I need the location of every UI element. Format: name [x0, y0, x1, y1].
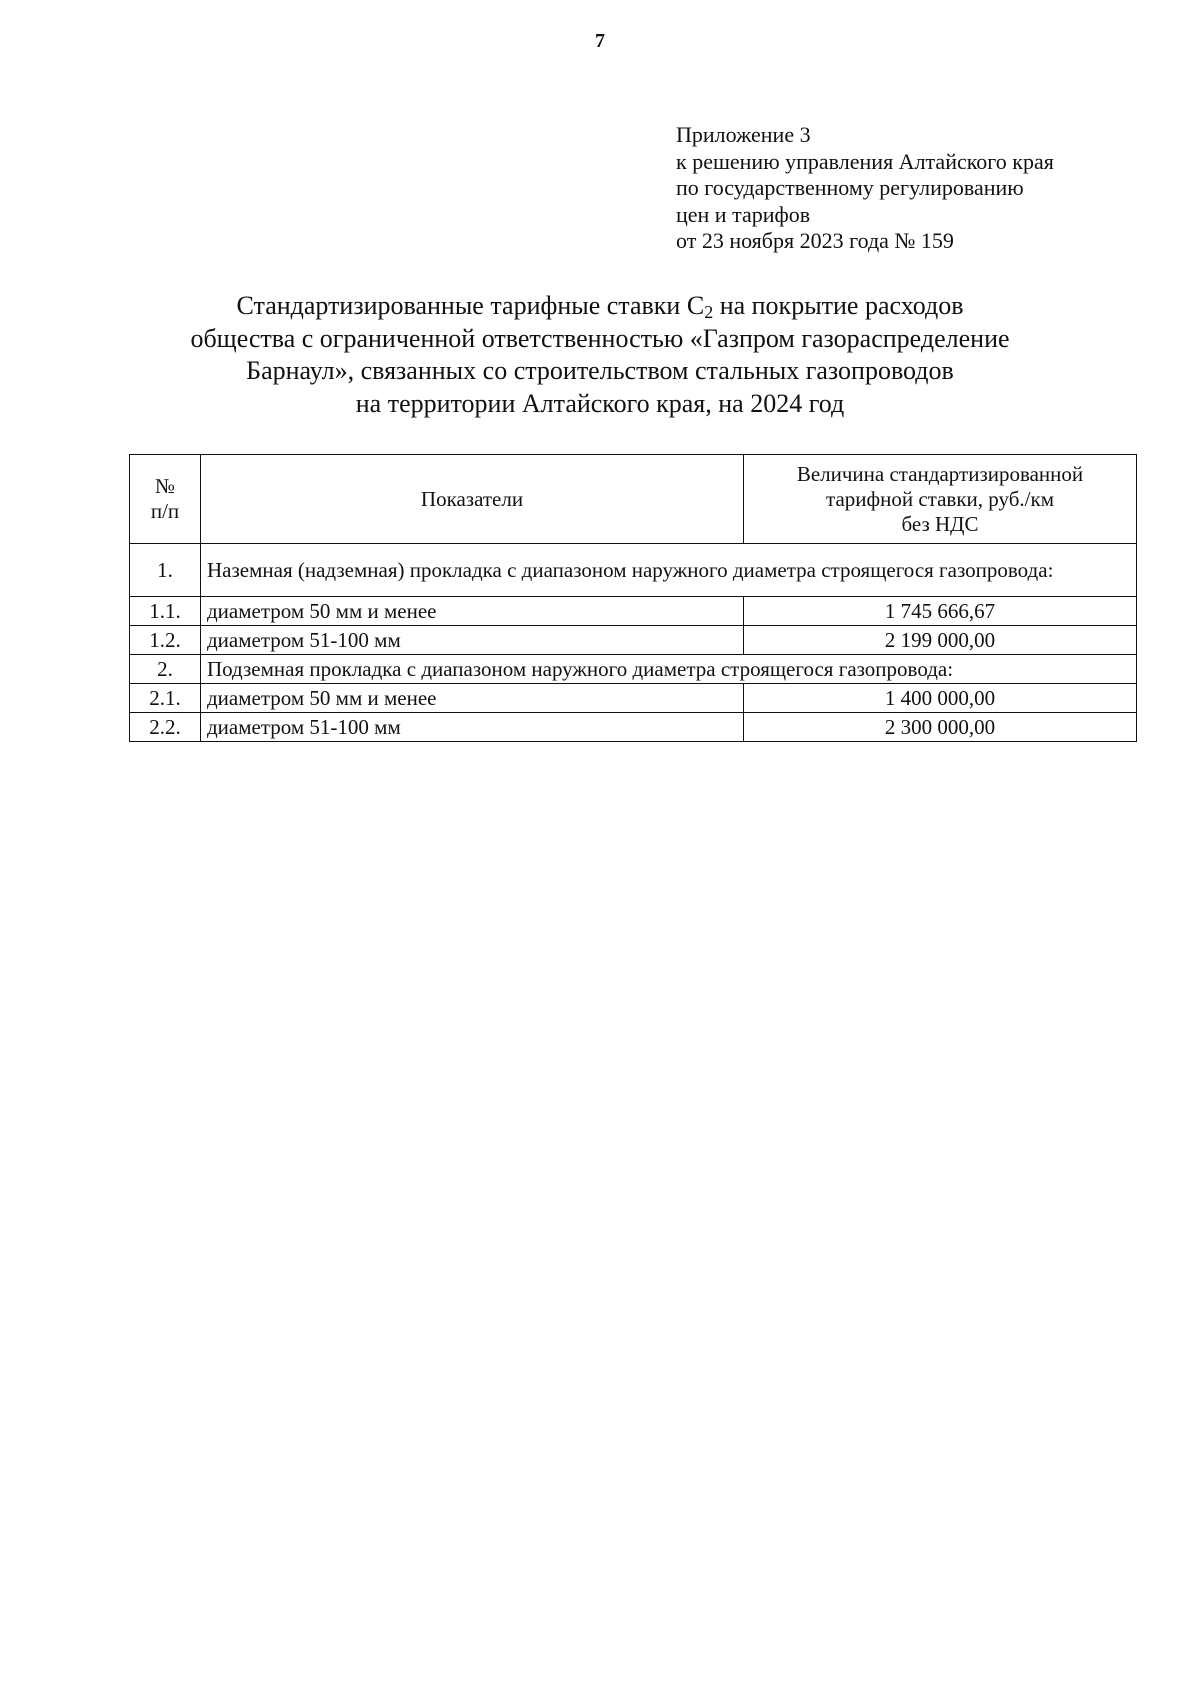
appendix-block — [676, 122, 1054, 255]
row-number: 2.2. — [130, 713, 201, 742]
appendix-line: по государственному регулированию — [676, 175, 1024, 200]
table-row — [130, 713, 1137, 742]
header-value-line: Величина стандартизированной — [796, 461, 1084, 486]
row-value: 2 199 000,00 — [744, 626, 1137, 655]
row-number: 2.1. — [130, 684, 201, 713]
title-line-4: на территории Алтайского края, на 2024 год — [355, 388, 845, 418]
table-header-row — [130, 455, 1137, 544]
row-section-text: Наземная (надземная) прокладка с диапазоном наружного диаметра строящегося газопровода: — [201, 544, 1137, 597]
row-section-text: Подземная прокладка с диапазоном наружного диаметра строящегося газопровода: — [201, 655, 1137, 684]
row-number: 2. — [130, 655, 201, 684]
page-number: 7 — [595, 30, 605, 52]
title-line-1 — [0, 290, 1200, 323]
header-indicator: Показатели — [201, 455, 744, 544]
header-number-line: № — [154, 474, 176, 498]
appendix-line: Приложение 3 — [676, 122, 811, 147]
title-line-1-end: на покрытие расходов — [713, 291, 964, 320]
row-indicator: диаметром 50 мм и менее — [201, 684, 744, 713]
row-number: 1. — [130, 544, 201, 597]
table-row — [130, 626, 1137, 655]
appendix-line: к решению управления Алтайского края — [676, 148, 1054, 174]
appendix-line: цен и тарифов — [676, 201, 811, 227]
row-value: 2 300 000,00 — [744, 713, 1137, 742]
table-row — [130, 597, 1137, 626]
table-row-section — [130, 544, 1137, 597]
row-indicator: диаметром 51-100 мм — [201, 626, 744, 655]
header-number — [130, 455, 201, 544]
title-line-1-start: Стандартизированные тарифные ставки С — [236, 291, 705, 320]
table-row-section — [130, 655, 1137, 684]
title-line-2: общества с ограниченной ответственностью «Газпром газораспределение — [190, 323, 1010, 353]
header-value-line: тарифной ставки, руб./км — [826, 486, 1054, 511]
tariff-table — [129, 454, 1137, 742]
title-line-3: Барнаул», связанных со строительством стальных газопроводов — [246, 356, 954, 385]
row-number: 1.1. — [130, 597, 201, 626]
header-number-line: п/п — [150, 499, 180, 523]
row-number: 1.2. — [130, 626, 201, 655]
header-value — [744, 455, 1137, 544]
header-value-line: без НДС — [901, 511, 979, 536]
appendix-line: от 23 ноября 2023 года № 159 — [676, 228, 954, 253]
row-value: 1 745 666,67 — [744, 597, 1137, 626]
row-indicator: диаметром 51-100 мм — [201, 713, 744, 742]
row-value: 1 400 000,00 — [744, 684, 1137, 713]
title-subscript: 2 — [704, 302, 714, 322]
table-row — [130, 684, 1137, 713]
row-indicator: диаметром 50 мм и менее — [201, 597, 744, 626]
document-title — [0, 290, 1200, 420]
